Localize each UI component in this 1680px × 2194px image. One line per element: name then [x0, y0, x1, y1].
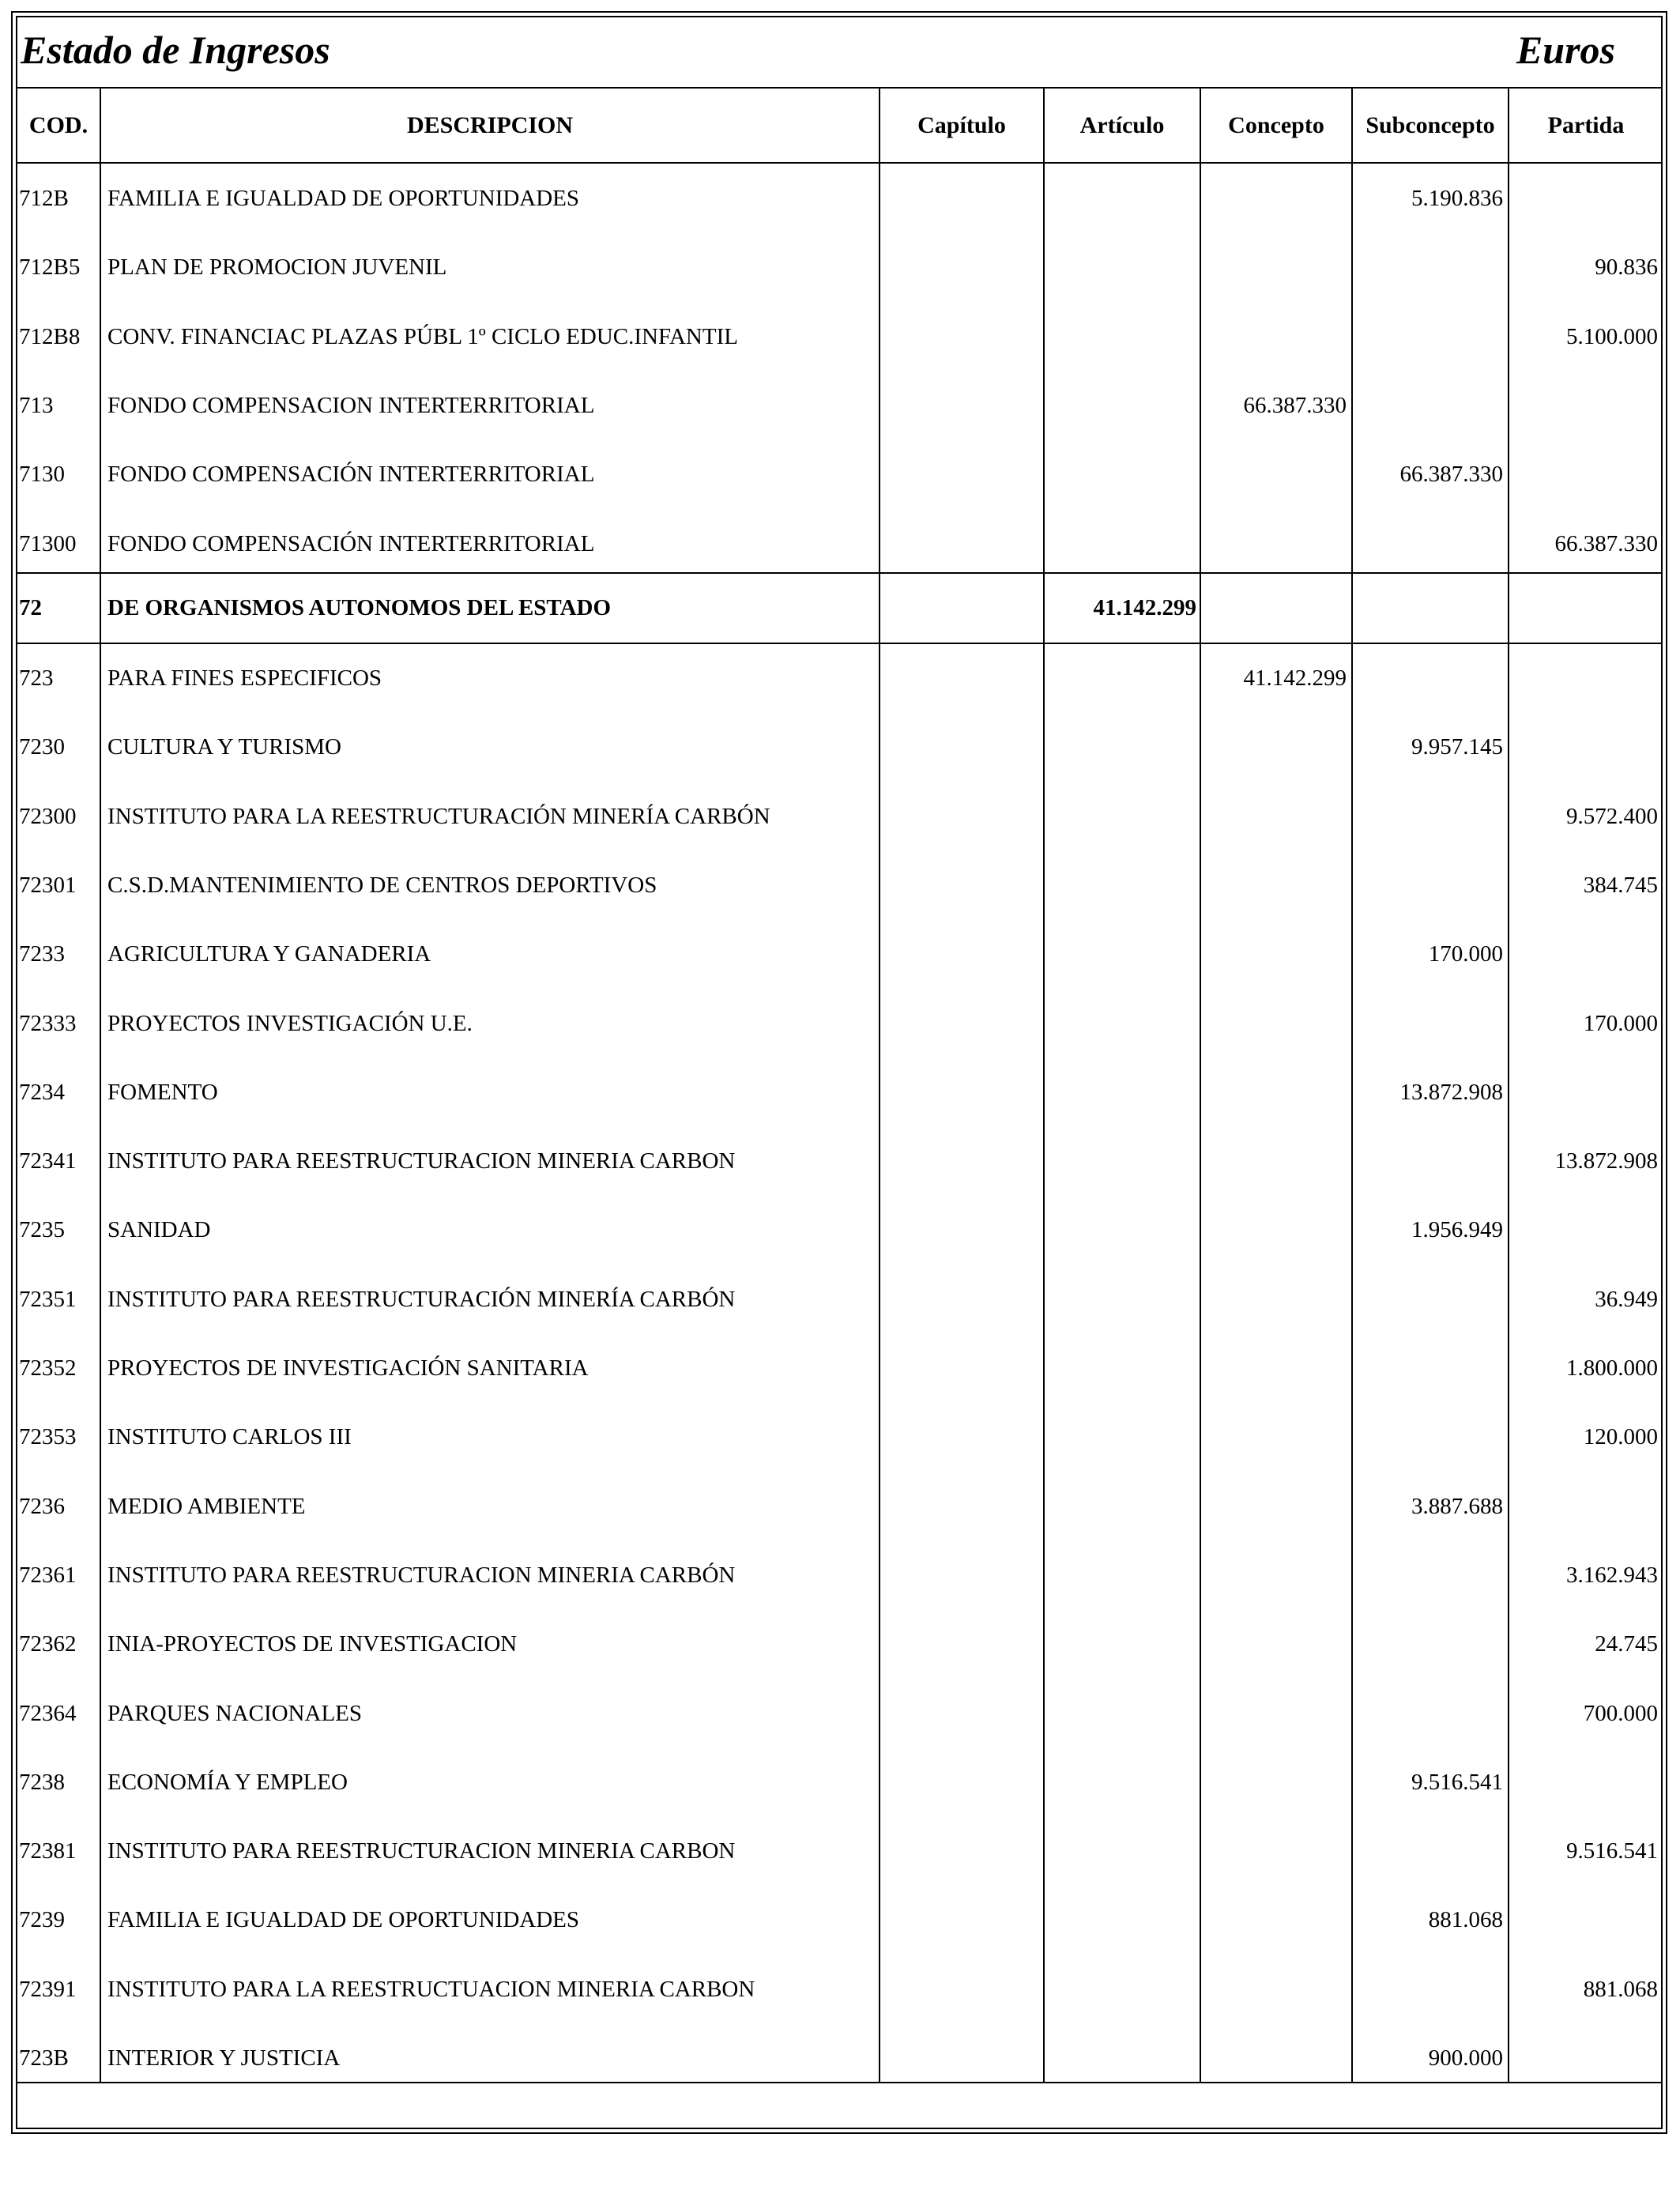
cell-partida: 5.100.000: [1566, 323, 1658, 349]
cell-partida: [1508, 644, 1658, 713]
cell-partida: 1.800.000: [1566, 1355, 1658, 1381]
cell-cod: 72364: [19, 1700, 77, 1726]
cell-cod: 712B8: [19, 323, 81, 349]
cell-partida: 170.000: [1583, 1010, 1658, 1036]
table-row: [16, 233, 1663, 302]
cell-cod: 72381: [19, 1838, 77, 1864]
cell-subconcepto: 9.516.541: [1411, 1769, 1503, 1795]
cell-desc: FONDO COMPENSACIÓN INTERTERRITORIAL: [107, 530, 595, 556]
cell-articulo: [1048, 1058, 1196, 1127]
cell-capitulo: [882, 1817, 1045, 1886]
cell-partida: [1508, 713, 1658, 782]
cell-subconcepto: [1351, 1265, 1503, 1334]
cell-concepto: [1200, 2024, 1347, 2093]
cell-subconcepto: 13.872.908: [1399, 1079, 1503, 1105]
cell-capitulo: [882, 574, 1045, 643]
cell-partida: 3.162.943: [1566, 1562, 1658, 1588]
cell-articulo: [1048, 1610, 1196, 1679]
cell-concepto: [1200, 1472, 1347, 1541]
cell-subconcepto: [1351, 574, 1503, 643]
table-row: [16, 990, 1663, 1058]
cell-articulo: [1048, 1334, 1196, 1403]
cell-partida: [1508, 2024, 1658, 2093]
table-row: [16, 644, 1663, 713]
cell-subconcepto: [1351, 644, 1503, 713]
cell-concepto: [1200, 1817, 1347, 1886]
cell-subconcepto: 1.956.949: [1411, 1217, 1503, 1243]
cell-subconcepto: [1351, 1403, 1503, 1472]
table-row: [16, 1196, 1663, 1265]
cell-concepto: [1200, 1127, 1347, 1196]
cell-capitulo: [882, 1679, 1045, 1748]
table-row: [16, 851, 1663, 920]
cell-cod: 7238: [19, 1769, 65, 1795]
cell-partida: [1508, 1748, 1658, 1817]
cell-concepto: [1200, 1541, 1347, 1610]
cell-articulo: [1048, 2024, 1196, 2093]
cell-capitulo: [882, 782, 1045, 851]
cell-capitulo: [882, 1058, 1045, 1127]
cell-partida: 90.836: [1595, 254, 1658, 281]
cell-concepto: [1200, 1610, 1347, 1679]
cell-desc: INSTITUTO CARLOS III: [107, 1424, 352, 1450]
cell-cod: 7233: [19, 941, 65, 967]
cell-subconcepto: [1351, 303, 1503, 371]
table-row: [16, 303, 1663, 371]
cell-partida: [1508, 574, 1658, 643]
table-row: [16, 574, 1663, 643]
table-row: [16, 1058, 1663, 1127]
header-capitulo: Capítulo: [917, 112, 1006, 138]
cell-articulo: [1048, 782, 1196, 851]
header-partida: Partida: [1547, 112, 1625, 138]
cell-subconcepto: 3.887.688: [1411, 1493, 1503, 1519]
cell-partida: 66.387.330: [1554, 530, 1658, 556]
table-row: [16, 782, 1663, 851]
table-row: [16, 1472, 1663, 1541]
cell-cod: 7235: [19, 1217, 65, 1243]
cell-subconcepto: [1351, 1679, 1503, 1748]
cell-articulo: [1048, 371, 1196, 440]
cell-articulo: [1048, 1127, 1196, 1196]
cell-capitulo: [882, 2024, 1045, 2093]
cell-subconcepto: 5.190.836: [1411, 186, 1503, 211]
cell-concepto: [1200, 920, 1347, 989]
cell-desc: CULTURA Y TURISMO: [107, 734, 341, 760]
cell-desc: PLAN DE PROMOCION JUVENIL: [107, 254, 447, 281]
cell-cod: 72391: [19, 1976, 77, 2002]
cell-cod: 713: [19, 392, 54, 418]
cell-capitulo: [882, 440, 1045, 509]
cell-capitulo: [882, 1541, 1045, 1610]
cell-partida: 700.000: [1583, 1700, 1658, 1726]
cell-subconcepto: [1351, 1334, 1503, 1403]
cell-concepto: [1200, 1196, 1347, 1265]
cell-subconcepto: [1351, 1817, 1503, 1886]
cell-capitulo: [882, 233, 1045, 302]
cell-capitulo: [882, 1403, 1045, 1472]
cell-articulo: [1048, 851, 1196, 920]
cell-articulo: [1048, 644, 1196, 713]
cell-concepto: [1200, 574, 1347, 643]
cell-desc: INSTITUTO PARA REESTRUCTURACION MINERIA CARBON: [107, 1838, 736, 1864]
cell-articulo: [1048, 1541, 1196, 1610]
cell-articulo: [1048, 1955, 1196, 2024]
cell-desc: FONDO COMPENSACIÓN INTERTERRITORIAL: [107, 462, 595, 488]
cell-cod: 7236: [19, 1493, 65, 1519]
cell-subconcepto: [1351, 1127, 1503, 1196]
cell-cod: 72301: [19, 872, 77, 898]
cell-partida: [1508, 371, 1658, 440]
table-row: [16, 1541, 1663, 1610]
cell-articulo: [1048, 1265, 1196, 1334]
cell-desc: FOMENTO: [107, 1079, 218, 1105]
cell-subconcepto: [1351, 510, 1503, 579]
cell-capitulo: [882, 990, 1045, 1058]
cell-desc: ECONOMÍA Y EMPLEO: [107, 1769, 348, 1795]
cell-cod: 723B: [19, 2045, 69, 2071]
cell-subconcepto: [1351, 851, 1503, 920]
cell-concepto: [1200, 440, 1347, 509]
cell-desc: DE ORGANISMOS AUTONOMOS DEL ESTADO: [107, 595, 612, 620]
cell-subconcepto: [1351, 371, 1503, 440]
header-articulo: Artículo: [1079, 112, 1165, 138]
cell-capitulo: [882, 1748, 1045, 1817]
cell-concepto: [1200, 990, 1347, 1058]
cell-partida: 36.949: [1595, 1286, 1658, 1312]
table-row: [16, 1955, 1663, 2024]
cell-articulo: [1048, 1403, 1196, 1472]
cell-cod: 72353: [19, 1424, 77, 1450]
cell-desc: PROYECTOS INVESTIGACIÓN U.E.: [107, 1010, 473, 1036]
currency-label: Euros: [1516, 28, 1615, 72]
cell-subconcepto: [1351, 1541, 1503, 1610]
cell-subconcepto: [1351, 1955, 1503, 2024]
cell-cod: 72333: [19, 1010, 77, 1036]
document-title: Estado de Ingresos: [21, 28, 330, 72]
cell-cod: 7130: [19, 462, 65, 488]
cell-desc: FONDO COMPENSACION INTERTERRITORIAL: [107, 392, 595, 418]
cell-cod: 71300: [19, 530, 77, 556]
cell-cod: 712B: [19, 186, 69, 211]
cell-articulo: [1048, 1886, 1196, 1955]
cell-desc: C.S.D.MANTENIMIENTO DE CENTROS DEPORTIVOS: [107, 872, 657, 898]
cell-articulo: [1048, 713, 1196, 782]
cell-partida: [1508, 164, 1658, 233]
cell-concepto: [1200, 1886, 1347, 1955]
cell-cod: 7234: [19, 1079, 65, 1105]
cell-capitulo: [882, 371, 1045, 440]
cell-concepto: [1200, 782, 1347, 851]
cell-partida: [1508, 440, 1658, 509]
table-row: [16, 1679, 1663, 1748]
cell-cod: 7239: [19, 1907, 65, 1933]
table-row: [16, 1403, 1663, 1472]
cell-concepto: [1200, 233, 1347, 302]
cell-concepto: [1200, 1334, 1347, 1403]
cell-cod: 72: [19, 595, 42, 620]
cell-desc: INSTITUTO PARA LA REESTRUCTURACIÓN MINERÍA CARBÓN: [107, 803, 770, 829]
cell-articulo: [1048, 164, 1196, 233]
cell-capitulo: [882, 1955, 1045, 2024]
cell-articulo: [1048, 990, 1196, 1058]
cell-cod: 72351: [19, 1286, 77, 1312]
cell-articulo: [1048, 440, 1196, 509]
cell-partida: [1508, 1058, 1658, 1127]
cell-subconcepto: [1351, 1610, 1503, 1679]
cell-concepto: [1200, 1955, 1347, 2024]
cell-subconcepto: 900.000: [1428, 2045, 1503, 2071]
cell-partida: 881.068: [1583, 1976, 1658, 2002]
cell-partida: [1508, 920, 1658, 989]
cell-articulo: 41.142.299: [1093, 595, 1196, 620]
cell-concepto: 66.387.330: [1243, 392, 1347, 418]
cell-desc: INSTITUTO PARA REESTRUCTURACION MINERIA CARBÓN: [107, 1562, 736, 1588]
cell-articulo: [1048, 1679, 1196, 1748]
cell-cod: 72362: [19, 1631, 77, 1657]
cell-capitulo: [882, 713, 1045, 782]
cell-desc: CONV. FINANCIAC PLAZAS PÚBL 1º CICLO EDUC.INFANTIL: [107, 323, 738, 349]
cell-subconcepto: 9.957.145: [1411, 734, 1503, 760]
cell-partida: 9.572.400: [1566, 803, 1658, 829]
cell-subconcepto: [1351, 233, 1503, 302]
cell-partida: [1508, 1886, 1658, 1955]
cell-cod: 7230: [19, 734, 65, 760]
cell-articulo: [1048, 920, 1196, 989]
cell-partida: [1508, 1196, 1658, 1265]
table-row: [16, 1265, 1663, 1334]
cell-cod: 72300: [19, 803, 77, 829]
title-bar: [16, 16, 1663, 89]
table-row: [16, 920, 1663, 989]
table-row: [16, 1610, 1663, 1679]
cell-partida: 384.745: [1583, 872, 1658, 898]
cell-capitulo: [882, 510, 1045, 579]
cell-partida: 9.516.541: [1566, 1838, 1658, 1864]
table-row: [16, 1817, 1663, 1886]
cell-desc: INIA-PROYECTOS DE INVESTIGACION: [107, 1631, 518, 1657]
cell-concepto: 41.142.299: [1243, 665, 1347, 691]
cell-capitulo: [882, 1472, 1045, 1541]
cell-desc: AGRICULTURA Y GANADERIA: [107, 941, 431, 967]
cell-capitulo: [882, 164, 1045, 233]
cell-articulo: [1048, 510, 1196, 579]
cell-concepto: [1200, 303, 1347, 371]
cell-subconcepto: [1351, 990, 1503, 1058]
table-row: [16, 510, 1663, 579]
cell-desc: INSTITUTO PARA REESTRUCTURACIÓN MINERÍA CARBÓN: [107, 1286, 736, 1312]
cell-cod: 712B5: [19, 254, 81, 281]
cell-capitulo: [882, 920, 1045, 989]
cell-concepto: [1200, 1058, 1347, 1127]
table-row: [16, 1334, 1663, 1403]
table-row: [16, 1127, 1663, 1196]
cell-concepto: [1200, 1748, 1347, 1817]
cell-articulo: [1048, 1817, 1196, 1886]
cell-cod: 72341: [19, 1148, 77, 1174]
cell-capitulo: [882, 1886, 1045, 1955]
table-row: [16, 2024, 1663, 2093]
cell-desc: INSTITUTO PARA LA REESTRUCTUACION MINERIA CARBON: [107, 1976, 755, 2002]
header-subconcepto: Subconcepto: [1365, 112, 1495, 138]
cell-desc: MEDIO AMBIENTE: [107, 1493, 306, 1519]
cell-desc: FAMILIA E IGUALDAD DE OPORTUNIDADES: [107, 1907, 580, 1933]
cell-concepto: [1200, 1265, 1347, 1334]
cell-desc: PARA FINES ESPECIFICOS: [107, 665, 382, 691]
cell-capitulo: [882, 1196, 1045, 1265]
cell-subconcepto: 66.387.330: [1399, 462, 1503, 488]
cell-desc: PROYECTOS DE INVESTIGACIÓN SANITARIA: [107, 1355, 589, 1381]
header-descripcion: DESCRIPCION: [406, 112, 574, 138]
cell-articulo: [1048, 233, 1196, 302]
table-row: [16, 440, 1663, 509]
cell-concepto: [1200, 713, 1347, 782]
cell-concepto: [1200, 164, 1347, 233]
cell-partida: 24.745: [1595, 1631, 1658, 1657]
header-concepto: Concepto: [1228, 112, 1324, 138]
cell-cod: 723: [19, 665, 54, 691]
table-row: [16, 1748, 1663, 1817]
cell-concepto: [1200, 510, 1347, 579]
cell-capitulo: [882, 851, 1045, 920]
cell-concepto: [1200, 851, 1347, 920]
table-row: [16, 713, 1663, 782]
cell-desc: FAMILIA E IGUALDAD DE OPORTUNIDADES: [107, 186, 580, 211]
cell-capitulo: [882, 1127, 1045, 1196]
cell-articulo: [1048, 1196, 1196, 1265]
cell-capitulo: [882, 1334, 1045, 1403]
cell-concepto: [1200, 1679, 1347, 1748]
cell-subconcepto: [1351, 782, 1503, 851]
cell-cod: 72352: [19, 1355, 77, 1381]
cell-capitulo: [882, 1610, 1045, 1679]
cell-subconcepto: 170.000: [1428, 941, 1503, 967]
cell-desc: INSTITUTO PARA REESTRUCTURACION MINERIA CARBON: [107, 1148, 736, 1174]
cell-partida: 120.000: [1583, 1424, 1658, 1450]
cell-articulo: [1048, 1748, 1196, 1817]
cell-cod: 72361: [19, 1562, 77, 1588]
table-row: [16, 371, 1663, 440]
cell-partida: 13.872.908: [1554, 1148, 1658, 1174]
cell-desc: INTERIOR Y JUSTICIA: [107, 2045, 341, 2071]
header-cod: COD.: [28, 112, 89, 138]
cell-desc: PARQUES NACIONALES: [107, 1700, 363, 1726]
cell-subconcepto: 881.068: [1428, 1907, 1503, 1933]
cell-articulo: [1048, 1472, 1196, 1541]
cell-desc: SANIDAD: [107, 1217, 211, 1243]
table-row: [16, 164, 1663, 233]
cell-capitulo: [882, 303, 1045, 371]
cell-capitulo: [882, 1265, 1045, 1334]
cell-partida: [1508, 1472, 1658, 1541]
cell-articulo: [1048, 303, 1196, 371]
table-row: [16, 1886, 1663, 1955]
cell-capitulo: [882, 644, 1045, 713]
cell-concepto: [1200, 1403, 1347, 1472]
